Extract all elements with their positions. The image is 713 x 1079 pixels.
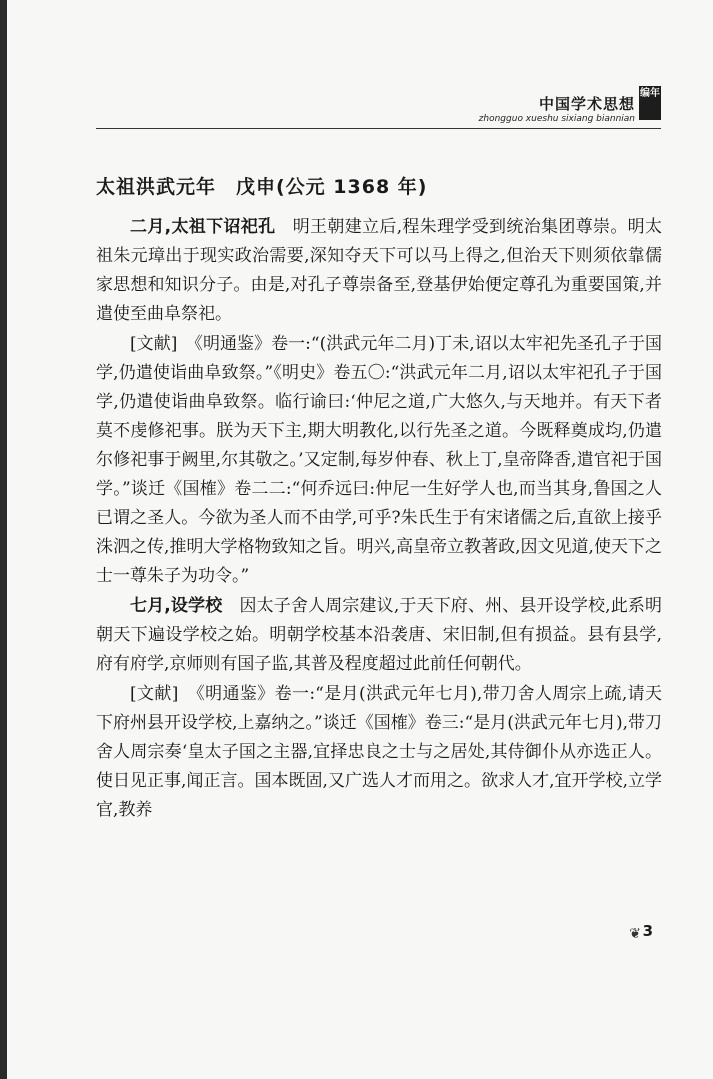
body-text bbox=[96, 213, 662, 826]
entry-heading: 二月,太祖下诏祀孔 bbox=[130, 217, 276, 237]
paragraph bbox=[96, 592, 662, 679]
section-title: 太祖洪武元年 戊申(公元 1368 年) bbox=[96, 176, 428, 198]
paragraph-text: 因太子舍人周宗建议,于天下府、州、县开设学校,此系明朝天下遍设学校之始。明朝学校基本沿袭唐、宋旧制,但有损益。县有县学,府有府学,京师则有国子监,其普及程度超过此前任何朝代。 bbox=[96, 596, 662, 674]
paragraph-text: [文献] 《明通鉴》卷一:“是月(洪武元年七月),带刀舍人周宗上疏,请天下府州县开设学校,上嘉纳之。”谈迁《国榷》卷三:“是月(洪武元年七月),带刀舍人周宗奏‘皇太子国之主器,宜择忠良之士与之居处,其侍御仆从亦选正人。使日见正事,闻正言。国本既固,又广选人才而用之。欲求人才,宜开学校,立学官,教养 bbox=[96, 684, 662, 820]
entry-heading: 七月,设学校 bbox=[130, 596, 223, 616]
paragraph bbox=[96, 330, 662, 591]
page-number: 3 bbox=[642, 922, 653, 940]
running-header bbox=[479, 86, 661, 124]
header-badge: 编年 bbox=[639, 86, 661, 120]
page-ornament-icon: ❦ bbox=[629, 926, 641, 942]
paragraph-text: 明王朝建立后,程朱理学受到统治集团尊崇。明太祖朱元璋出于现实政治需要,深知夺天下可以马上得之,但治天下则须依靠儒家思想和知识分子。由是,对孔子尊崇备至,登基伊始便定尊孔为重要国策,并遣使至曲阜祭祀。 bbox=[96, 217, 662, 324]
paragraph bbox=[96, 680, 662, 825]
header-subtitle: zhongguo xueshu sixiang biannian bbox=[478, 114, 635, 124]
page-edge-shadow bbox=[0, 0, 7, 1079]
header-rule bbox=[96, 128, 661, 129]
paragraph-text: [文献] 《明通鉴》卷一:“(洪武元年二月)丁未,诏以太牢祀先圣孔子于国学,仍遣使诣曲阜致祭。”《明史》卷五〇:“洪武元年二月,诏以太牢祀孔子于国学,仍遣使诣曲阜致祭。临行谕曰:‘仲尼之道,广大悠久,与天地并。有天下者莫不虔修祀事。朕为天下主,期大明教化,以行先圣之道。今既释奠成均,仍遣尔修祀事于阙里,尔其敬之。’又定制,每岁仲春、秋上丁,皇帝降香,遣官祀于国学。”谈迁《国榷》卷二二:“何乔远曰:仲尼一生好学人也,而当其身,鲁国之人已谓之圣人。今欲为圣人而不由学,可乎?朱氏生于有宋诸儒之后,直欲上接乎洙泗之传,推明大学格物致知之旨。明兴,高皇帝立教著政,因文见道,使天下之士一尊朱子为功令。” bbox=[96, 334, 662, 586]
paragraph bbox=[96, 213, 662, 329]
header-title: 中国学术思想 bbox=[538, 94, 635, 113]
